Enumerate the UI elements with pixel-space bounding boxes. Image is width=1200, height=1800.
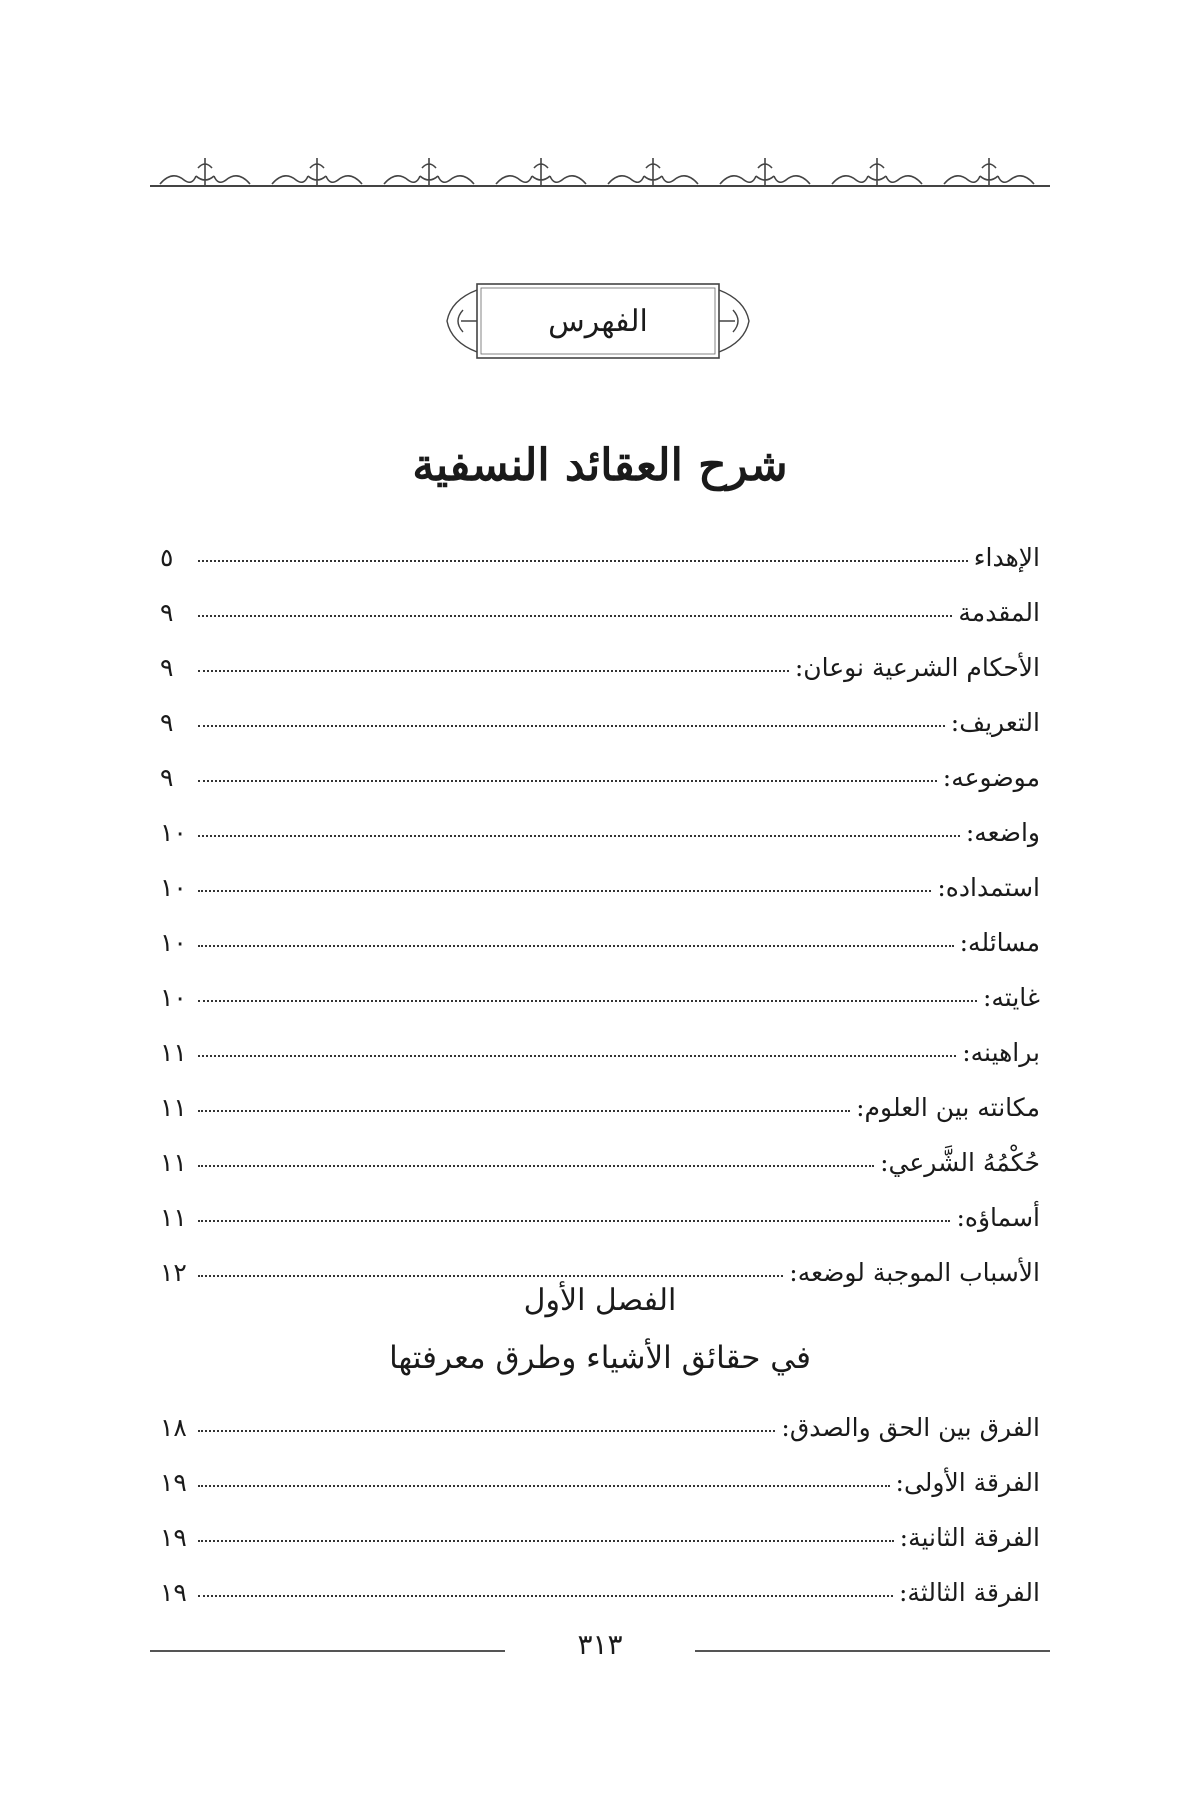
chapter-subtitle: في حقائق الأشياء وطرق معرفتها [389,1340,811,1376]
toc-entry [160,915,1040,970]
toc-entry [160,860,1040,915]
toc-entry-label: الفرق بين الحق والصدق: [781,1413,1040,1442]
toc-entry-page: ٩ [160,598,174,627]
toc-entry [160,750,1040,805]
toc-entry-label: الأسباب الموجبة لوضعه: [789,1258,1040,1287]
ornament-motif [272,158,362,186]
toc-leader-dots [198,1540,894,1542]
toc-entry [160,585,1040,640]
toc-leader-dots [198,1485,890,1487]
ornament-motif [160,158,250,186]
toc-entry [160,1565,1040,1620]
toc-entry-label: الأحكام الشرعية نوعان: [794,653,1040,682]
page-number: ٣١٣ [577,1628,623,1661]
toc-entry-page: ٩ [160,763,174,792]
toc-leader-dots [198,890,931,892]
toc-entry [160,1455,1040,1510]
toc-entry-label: براهينه: [962,1038,1040,1067]
toc-entry-label: أسماؤه: [956,1203,1040,1232]
toc-leader-dots [198,1165,874,1167]
toc-leader-dots [198,780,937,782]
toc-entry [160,1510,1040,1565]
toc-entry [160,970,1040,1025]
toc-entry-page: ١٠ [160,983,187,1012]
toc-leader-dots [198,670,789,672]
toc-entry [160,695,1040,750]
toc-leader-dots [198,615,952,617]
ornament-motif [608,158,698,186]
toc-entry-label: غايته: [982,983,1040,1012]
toc-section-2 [160,1400,1040,1620]
toc-section-1 [160,530,1040,1300]
ornament-motif [720,158,810,186]
toc-entry-page: ٩ [160,708,174,737]
toc-entry [160,640,1040,695]
toc-leader-dots [198,1000,977,1002]
toc-leader-dots [198,1430,775,1432]
toc-entry-page: ١٩ [160,1523,187,1552]
toc-entry-page: ١٠ [160,873,187,902]
toc-leader-dots [198,1275,783,1277]
toc-entry-label: التعريف: [950,708,1040,737]
toc-entry [160,1400,1040,1455]
toc-leader-dots [198,560,968,562]
toc-entry [160,1080,1040,1135]
top-ornament [150,150,1050,200]
toc-entry-label: الإهداء [973,543,1040,572]
chapter-title: الفصل الأول [523,1283,677,1318]
ornament-motif [944,158,1034,186]
book-title: شرح العقائد النسفية [412,440,788,491]
toc-entry-label: مسائله: [959,928,1040,957]
index-heading: الفهرس [548,303,648,339]
page-footer [150,1628,1050,1668]
toc-entry-page: ١٨ [160,1413,187,1442]
toc-entry-page: ١٢ [160,1258,187,1287]
toc-leader-dots [198,1220,950,1222]
toc-entry-page: ١١ [160,1148,187,1177]
toc-leader-dots [198,1110,850,1112]
toc-entry [160,1190,1040,1245]
toc-entry-label: موضوعه: [942,763,1040,792]
toc-entry-label: المقدمة [958,598,1040,627]
toc-entry-label: واضعه: [965,818,1040,847]
toc-entry-page: ١٠ [160,818,187,847]
toc-entry [160,805,1040,860]
ornament-motif [832,158,922,186]
toc-leader-dots [198,1055,956,1057]
toc-entry-label: حُكْمُهُ الشَّرعي: [880,1148,1040,1177]
toc-leader-dots [198,835,960,837]
toc-entry-page: ١٩ [160,1578,187,1607]
toc-entry-label: استمداده: [937,873,1040,902]
toc-entry-page: ١٩ [160,1468,187,1497]
ornament-motif [496,158,586,186]
toc-entry [160,530,1040,585]
toc-leader-dots [198,725,945,727]
toc-entry-label: مكانته بين العلوم: [856,1093,1040,1122]
toc-entry-page: ١٠ [160,928,187,957]
toc-leader-dots [198,1595,893,1597]
toc-entry-page: ١١ [160,1093,187,1122]
ornament-motif [384,158,474,186]
index-title-frame [443,280,753,362]
toc-entry [160,1135,1040,1190]
toc-entry-page: ٩ [160,653,174,682]
toc-entry-page: ١١ [160,1038,187,1067]
toc-entry-label: الفرقة الثانية: [899,1523,1040,1552]
toc-entry-label: الفرقة الأولى: [895,1468,1040,1497]
toc-entry-page: ٥ [160,543,174,572]
toc-entry-label: الفرقة الثالثة: [898,1578,1040,1607]
toc-leader-dots [198,945,954,947]
toc-entry-page: ١١ [160,1203,187,1232]
toc-entry [160,1025,1040,1080]
